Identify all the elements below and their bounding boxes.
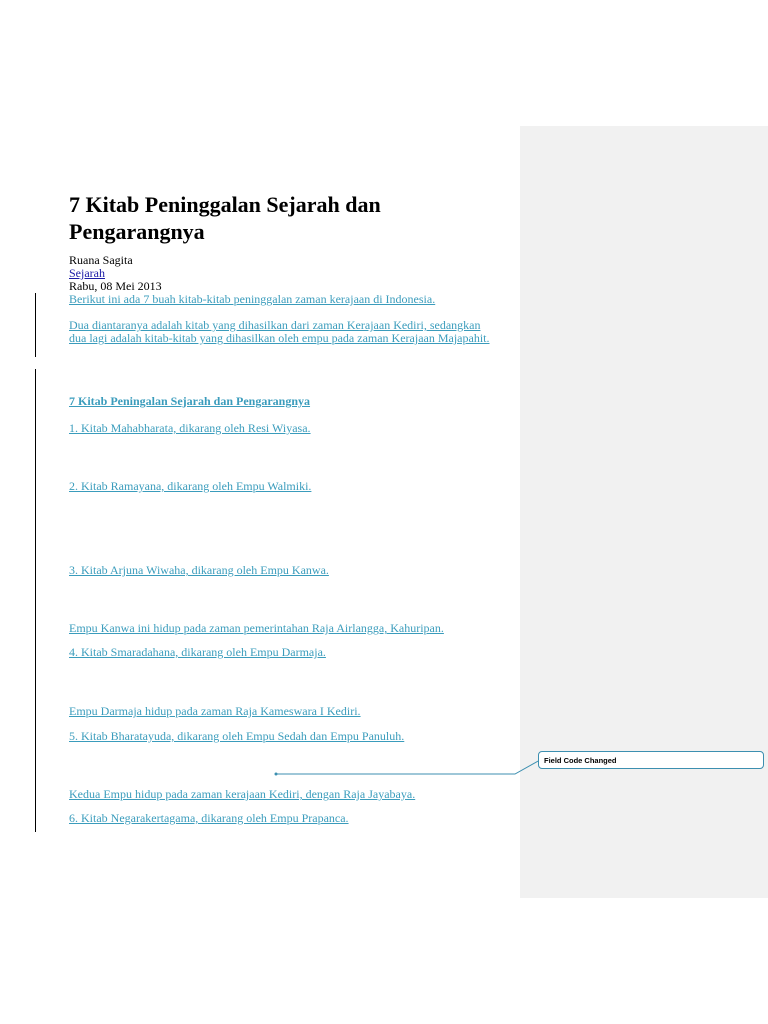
list-item[interactable]: 2. Kitab Ramayana, dikarang oleh Empu Walmiki. <box>69 479 312 493</box>
list-item[interactable]: 1. Kitab Mahabharata, dikarang oleh Resi Wiyasa. <box>69 421 311 435</box>
change-bar <box>35 369 36 832</box>
post-meta <box>69 254 162 293</box>
author-name: Ruana Sagita <box>69 253 133 267</box>
document-title: 7 Kitab Peninggalan Sejarah dan Pengarangnya <box>69 192 381 244</box>
category-link[interactable]: Sejarah <box>69 266 105 280</box>
list-item[interactable]: 6. Kitab Negarakertagama, dikarang oleh Empu Prapanca. <box>69 811 349 825</box>
comment-label: Field Code Changed <box>544 756 617 765</box>
intro-link[interactable]: Berikut ini ada 7 buah kitab-kitab peninggalan zaman kerajaan di Indonesia. <box>69 292 436 306</box>
list-item[interactable]: 3. Kitab Arjuna Wiwaha, dikarang oleh Empu Kanwa. <box>69 563 329 577</box>
list-item[interactable]: Empu Kanwa ini hidup pada zaman pemerintahan Raja Airlangga, Kahuripan. <box>69 621 444 635</box>
paragraph-link[interactable]: Dua diantaranya adalah kitab yang dihasilkan dari zaman Kerajaan Kediri, sedangkan dua lagi adalah kitab-kitab yang dihasilkan oleh empu pada zaman Kerajaan Majapahit. <box>69 318 490 345</box>
post-date: Rabu, 08 Mei 2013 <box>69 279 162 293</box>
comment-balloon[interactable] <box>538 751 764 769</box>
change-bar <box>35 293 36 357</box>
list-item[interactable]: Empu Darmaja hidup pada zaman Raja Kameswara I Kediri. <box>69 704 361 718</box>
list-item[interactable]: 5. Kitab Bharatayuda, dikarang oleh Empu Sedah dan Empu Panuluh. <box>69 729 405 743</box>
section-heading-link[interactable]: 7 Kitab Peningalan Sejarah dan Pengarangnya <box>69 394 311 408</box>
list-item[interactable]: 4. Kitab Smaradahana, dikarang oleh Empu Darmaja. <box>69 645 326 659</box>
list-item[interactable]: Kedua Empu hidup pada zaman kerajaan Kediri, dengan Raja Jayabaya. <box>69 787 416 801</box>
